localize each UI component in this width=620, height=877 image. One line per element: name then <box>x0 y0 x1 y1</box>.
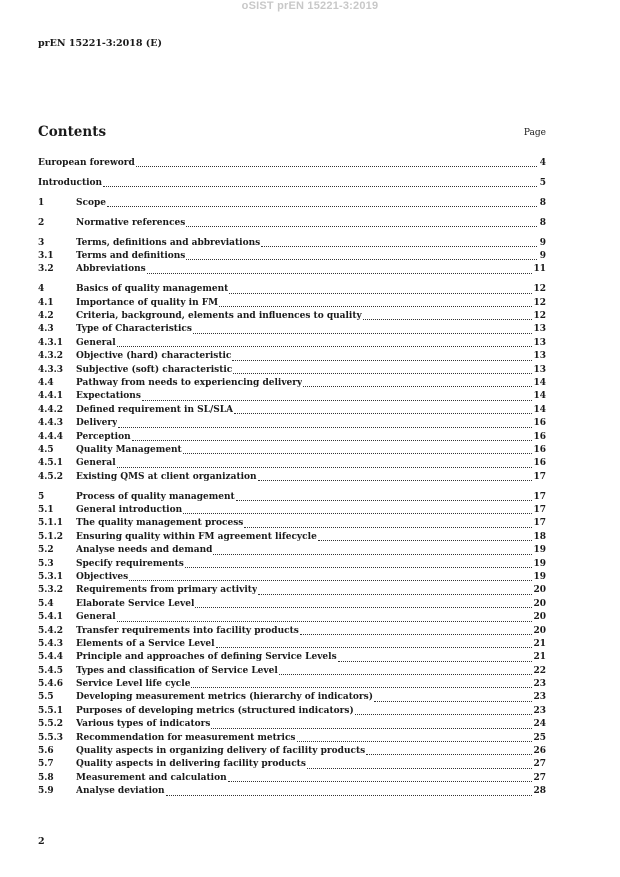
toc-entry-title: Perception <box>76 431 131 442</box>
toc-entry[interactable] <box>38 625 546 638</box>
toc-entry[interactable] <box>38 745 546 758</box>
toc-entry-title: Analyse needs and demand <box>76 545 213 556</box>
toc-entry-title: Analyse deviation <box>76 786 165 797</box>
toc-entry-title: General <box>76 612 116 623</box>
toc-entry[interactable] <box>38 377 546 390</box>
toc-entry-number: 5.1.2 <box>38 531 64 542</box>
toc-entry-page: 8 <box>539 197 546 208</box>
toc-entry-page: 21 <box>533 638 546 649</box>
toc-entry-number: 5.1.1 <box>38 518 64 529</box>
toc-entry[interactable] <box>38 471 546 484</box>
toc-entry[interactable] <box>38 491 546 504</box>
toc-entry-page: 23 <box>533 705 546 716</box>
toc-entry-number: 4.5.1 <box>38 458 64 469</box>
toc-dot-leader <box>129 571 532 581</box>
toc-entry-page: 5 <box>539 177 546 188</box>
toc-entry[interactable] <box>38 732 546 745</box>
toc-dot-leader <box>234 404 532 414</box>
toc-entry[interactable] <box>38 417 546 430</box>
toc-entry-number: 4.4 <box>38 377 54 388</box>
toc-dot-leader <box>117 458 533 468</box>
toc-entry-number: 5 <box>38 491 45 502</box>
toc-entry[interactable] <box>38 297 546 310</box>
toc-entry-number: 4.3 <box>38 324 54 335</box>
toc-dot-leader <box>103 177 537 187</box>
toc-entry[interactable] <box>38 283 546 296</box>
toc-entry[interactable] <box>38 638 546 651</box>
toc-entry-number: 2 <box>38 217 45 228</box>
toc-entry-title: Developing measurement metrics (hierarchy of indicators) <box>76 692 373 703</box>
contents-title: Contents <box>38 124 107 140</box>
toc-entry-page: 23 <box>533 692 546 703</box>
toc-entry-page: 19 <box>533 571 546 582</box>
toc-dot-leader <box>297 732 533 742</box>
toc-entry-title: The quality management process <box>76 518 244 529</box>
toc-entry-page: 26 <box>533 746 546 757</box>
toc-entry-page: 14 <box>533 377 546 388</box>
toc-dot-leader <box>303 377 532 387</box>
toc-dot-leader <box>307 759 533 769</box>
toc-dot-leader <box>193 324 533 334</box>
toc-entry-number: 5.1 <box>38 504 54 515</box>
toc-entry-number: 5.2 <box>38 545 54 556</box>
toc-dot-leader <box>136 157 537 167</box>
toc-entry-number: 5.3.1 <box>38 571 64 582</box>
toc-entry-page: 13 <box>533 364 546 375</box>
toc-entry-number: 4 <box>38 284 45 295</box>
toc-entry-number: 4.4.2 <box>38 404 64 415</box>
toc-entry[interactable] <box>38 544 546 557</box>
toc-entry-title: Objective (hard) characteristic <box>76 351 232 362</box>
toc-entry[interactable] <box>38 250 546 263</box>
toc-entry-title: Terms and definitions <box>76 250 186 261</box>
toc-dot-leader <box>363 310 533 320</box>
toc-dot-leader <box>374 692 533 702</box>
toc-entry-title: Purposes of developing metrics (structured indicators) <box>76 705 354 716</box>
toc-entry-title: Expectations <box>76 391 141 402</box>
toc-entry-number: 4.3.1 <box>38 337 64 348</box>
toc-entry-title: Quality Management <box>76 444 182 455</box>
toc-entry-title: Scope <box>76 197 107 208</box>
toc-entry-page: 14 <box>533 404 546 415</box>
toc-entry-page: 20 <box>533 598 546 609</box>
toc-entry[interactable] <box>38 323 546 336</box>
toc-entry-title: Delivery <box>76 418 118 429</box>
toc-entry-page: 12 <box>533 297 546 308</box>
toc-entry-title: Various types of indicators <box>76 719 211 730</box>
toc-entry-title: Importance of quality in FM <box>76 297 219 308</box>
toc-entry[interactable] <box>38 758 546 771</box>
toc-entry-page: 21 <box>533 652 546 663</box>
toc-entry-number: 4.1 <box>38 297 54 308</box>
toc-dot-leader <box>117 612 533 622</box>
toc-entry-page: 13 <box>533 324 546 335</box>
toc-entry-number: 5.9 <box>38 786 54 797</box>
toc-entry-title: Recommendation for measurement metrics <box>76 732 296 743</box>
toc-entry-number: 4.5 <box>38 444 54 455</box>
toc-entry-number: 1 <box>38 197 45 208</box>
toc-dot-leader <box>183 504 532 514</box>
toc-dot-leader <box>232 351 532 361</box>
toc-entry-page: 16 <box>533 431 546 442</box>
document-header: prEN 15221-3:2018 (E) <box>38 38 162 49</box>
toc-dot-leader <box>213 545 532 555</box>
toc-dot-leader <box>132 431 533 441</box>
toc-entry[interactable] <box>38 197 546 210</box>
toc-dot-leader <box>195 598 532 608</box>
toc-dot-leader <box>216 638 533 648</box>
toc-entry-title: Transfer requirements into facility products <box>76 625 299 636</box>
toc-entry-number: 5.3 <box>38 558 54 569</box>
toc-entry-number: 5.5.1 <box>38 705 64 716</box>
toc-entry-number: 4.2 <box>38 311 54 322</box>
toc-dot-leader <box>244 518 532 528</box>
toc-entry[interactable] <box>38 785 546 798</box>
toc-entry-number: 5.4.4 <box>38 652 64 663</box>
toc-dot-leader <box>118 418 532 428</box>
toc-entry[interactable] <box>38 611 546 624</box>
toc-dot-leader <box>211 719 532 729</box>
toc-entry-page: 20 <box>533 585 546 596</box>
toc-entry[interactable] <box>38 457 546 470</box>
toc-dot-leader <box>300 625 533 635</box>
toc-entry-page: 19 <box>533 545 546 556</box>
toc-entry-number: 3 <box>38 237 45 248</box>
toc-entry[interactable] <box>38 558 546 571</box>
toc-entry-title: Quality aspects in organizing delivery of facility products <box>76 746 366 757</box>
toc-entry-page: 17 <box>533 504 546 515</box>
toc-entry-number: 4.4.3 <box>38 418 64 429</box>
toc-entry-number: 5.4.2 <box>38 625 64 636</box>
toc-entry[interactable] <box>38 678 546 691</box>
toc-dot-leader <box>258 585 532 595</box>
toc-entry[interactable] <box>38 571 546 584</box>
toc-entry-title: Elements of a Service Level <box>76 638 215 649</box>
toc-entry-page: 23 <box>533 679 546 690</box>
toc-entry-number: 5.3.2 <box>38 585 64 596</box>
toc-entry-page: 9 <box>539 237 546 248</box>
toc-entry-title: Types and classification of Service Level <box>76 665 278 676</box>
document-watermark: oSIST prEN 15221-3:2019 <box>241 0 379 12</box>
toc-dot-leader <box>107 197 537 207</box>
toc-entry[interactable] <box>38 504 546 517</box>
toc-dot-leader <box>186 250 537 260</box>
toc-entry-title: Existing QMS at client organization <box>76 471 257 482</box>
toc-entry[interactable] <box>38 772 546 785</box>
toc-entry-title: Elaborate Service Level <box>76 598 195 609</box>
toc-entry-page: 16 <box>533 458 546 469</box>
toc-entry-page: 9 <box>539 250 546 261</box>
toc-entry-page: 28 <box>533 786 546 797</box>
toc-dot-leader <box>117 337 533 347</box>
toc-entry-page: 13 <box>533 337 546 348</box>
toc-entry-title: Quality aspects in delivering facility products <box>76 759 306 770</box>
toc-entry-number: 5.4.5 <box>38 665 64 676</box>
toc-dot-leader <box>191 678 532 688</box>
toc-entry-title: Abbreviations <box>76 264 146 275</box>
toc-entry-title: Specify requirements <box>76 558 184 569</box>
toc-entry-page: 24 <box>533 719 546 730</box>
toc-dot-leader <box>219 297 532 307</box>
toc-entry[interactable] <box>38 691 546 704</box>
toc-entry-number: 5.5.3 <box>38 732 64 743</box>
toc-entry-page: 16 <box>533 418 546 429</box>
toc-entry-title: General <box>76 337 116 348</box>
toc-entry-page: 4 <box>539 158 546 168</box>
toc-dot-leader <box>166 786 533 796</box>
toc-entry[interactable] <box>38 444 546 457</box>
toc-entry-title: Terms, definitions and abbreviations <box>76 237 261 248</box>
toc-entry-page: 20 <box>533 612 546 623</box>
toc-dot-leader <box>229 284 532 294</box>
toc-entry[interactable] <box>38 531 546 544</box>
toc-entry-page: 20 <box>533 625 546 636</box>
toc-entry-number: 4.3.3 <box>38 364 64 375</box>
toc-entry-title: European foreword <box>38 158 135 168</box>
toc-entry-page: 27 <box>533 772 546 783</box>
toc-entry-page: 17 <box>533 491 546 502</box>
toc-entry[interactable] <box>38 705 546 718</box>
toc-entry-page: 25 <box>533 732 546 743</box>
toc-entry-number: 5.4.3 <box>38 638 64 649</box>
toc-entry[interactable] <box>38 177 546 190</box>
toc-dot-leader <box>258 471 533 481</box>
toc-entry-title: General <box>76 458 116 469</box>
toc-entry[interactable] <box>38 665 546 678</box>
toc-entry-page: 12 <box>533 284 546 295</box>
toc-entry-number: 4.3.2 <box>38 351 64 362</box>
toc-entry-title: Subjective (soft) characteristic <box>76 364 233 375</box>
toc-entry-title: Requirements from primary activity <box>76 585 258 596</box>
toc-entry-title: Measurement and calculation <box>76 772 227 783</box>
toc-entry-page: 14 <box>533 391 546 402</box>
toc-entry-number: 5.4.1 <box>38 612 64 623</box>
toc-entry-page: 22 <box>533 665 546 676</box>
page-column-label: Page <box>523 128 546 138</box>
toc-entry-page: 27 <box>533 759 546 770</box>
toc-dot-leader <box>186 217 537 227</box>
toc-entry-number: 5.7 <box>38 759 54 770</box>
toc-entry-number: 5.8 <box>38 772 54 783</box>
toc-entry-number: 5.5 <box>38 692 54 703</box>
toc-entry-page: 11 <box>533 264 546 275</box>
toc-entry-page: 17 <box>533 471 546 482</box>
toc-entry[interactable] <box>38 404 546 417</box>
toc-entry-number: 5.6 <box>38 746 54 757</box>
toc-entry-page: 12 <box>533 311 546 322</box>
toc-dot-leader <box>228 772 533 782</box>
toc-entry-number: 3.2 <box>38 264 54 275</box>
toc-dot-leader <box>147 264 533 274</box>
toc-entry[interactable] <box>38 350 546 363</box>
toc-entry-title: Process of quality management <box>76 491 235 502</box>
toc-entry-number: 5.4 <box>38 598 54 609</box>
toc-dot-leader <box>233 364 532 374</box>
toc-entry[interactable] <box>38 157 546 170</box>
toc-entry-page: 19 <box>533 558 546 569</box>
toc-entry[interactable] <box>38 310 546 323</box>
toc-entry[interactable] <box>38 237 546 250</box>
toc-dot-leader <box>183 444 533 454</box>
toc-entry-title: Pathway from needs to experiencing delivery <box>76 377 303 388</box>
toc-entry-page: 17 <box>533 518 546 529</box>
toc-dot-leader <box>355 705 533 715</box>
toc-entry[interactable] <box>38 364 546 377</box>
toc-entry-title: General introduction <box>76 504 183 515</box>
toc-entry[interactable] <box>38 263 546 276</box>
toc-entry-page: 13 <box>533 351 546 362</box>
toc-entry-page: 16 <box>533 444 546 455</box>
toc-entry[interactable] <box>38 517 546 530</box>
table-of-contents <box>38 157 546 799</box>
toc-dot-leader <box>279 665 533 675</box>
toc-entry-page: 18 <box>533 531 546 542</box>
toc-entry[interactable] <box>38 217 546 230</box>
toc-entry-title: Principle and approaches of defining Service Levels <box>76 652 337 663</box>
toc-dot-leader <box>142 391 533 401</box>
toc-entry-title: Criteria, background, elements and influences to quality <box>76 311 362 322</box>
toc-dot-leader <box>185 558 533 568</box>
toc-entry-title: Introduction <box>38 177 103 188</box>
toc-entry[interactable] <box>38 718 546 731</box>
toc-entry-number: 4.5.2 <box>38 471 64 482</box>
toc-entry-title: Service Level life cycle <box>76 679 191 690</box>
toc-entry[interactable] <box>38 584 546 597</box>
toc-entry[interactable] <box>38 337 546 350</box>
toc-entry-title: Normative references <box>76 217 186 228</box>
toc-dot-leader <box>366 745 532 755</box>
toc-entry-title: Type of Characteristics <box>76 324 192 335</box>
toc-entry-title: Basics of quality management <box>76 284 229 295</box>
toc-dot-leader <box>338 652 533 662</box>
toc-entry-number: 4.4.4 <box>38 431 64 442</box>
toc-dot-leader <box>318 531 533 541</box>
toc-entry-number: 5.4.6 <box>38 679 64 690</box>
page-number: 2 <box>38 836 45 847</box>
toc-dot-leader <box>236 491 533 501</box>
toc-entry-number: 3.1 <box>38 250 54 261</box>
toc-entry-page: 8 <box>539 217 546 228</box>
toc-entry[interactable] <box>38 651 546 664</box>
toc-entry[interactable] <box>38 431 546 444</box>
toc-dot-leader <box>261 237 537 247</box>
toc-entry-number: 4.4.1 <box>38 391 64 402</box>
toc-entry-number: 5.5.2 <box>38 719 64 730</box>
toc-entry-title: Defined requirement in SL/SLA <box>76 404 234 415</box>
toc-entry-title: Ensuring quality within FM agreement lifecycle <box>76 531 317 542</box>
toc-entry-title: Objectives <box>76 571 129 582</box>
toc-entry[interactable] <box>38 598 546 611</box>
toc-entry[interactable] <box>38 390 546 403</box>
